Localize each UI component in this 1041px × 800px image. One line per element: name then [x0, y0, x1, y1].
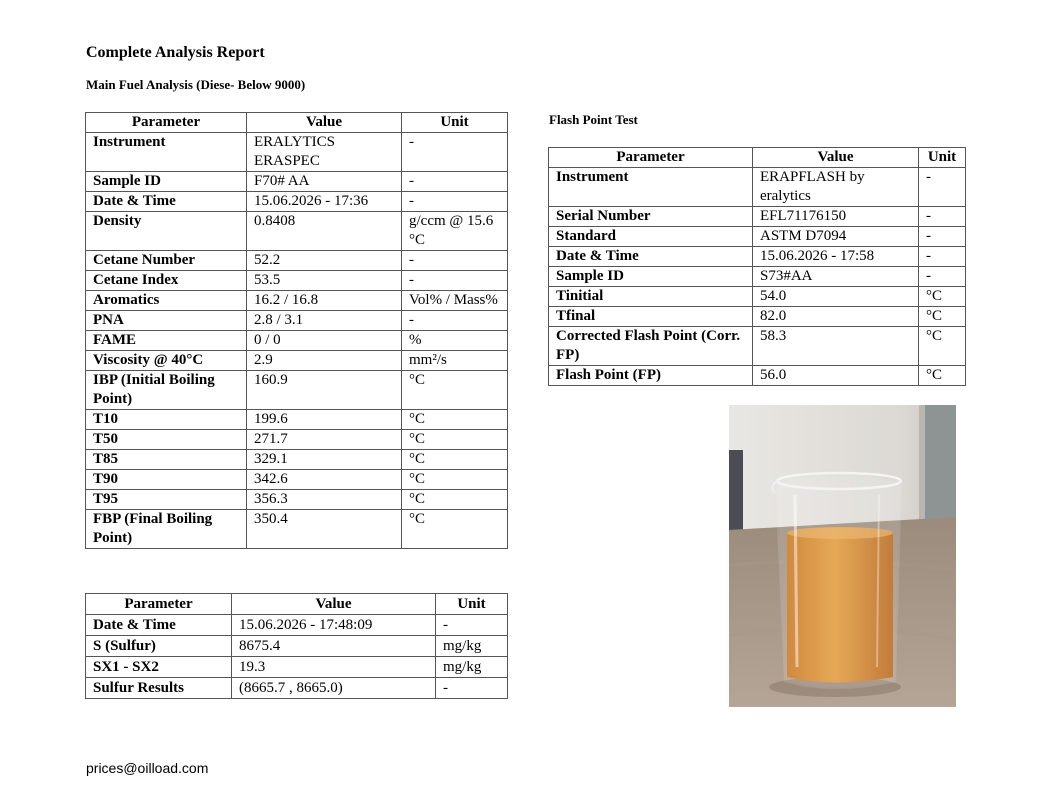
unit-cell: -: [402, 311, 508, 331]
unit-cell: -: [919, 247, 966, 267]
value-column-header: Value: [232, 594, 436, 615]
sulfur-table-header: [86, 594, 508, 615]
value-cell: ERAPFLASH by eralytics: [753, 168, 919, 207]
unit-cell: -: [402, 192, 508, 212]
unit-cell: mg/kg: [436, 657, 508, 678]
header-row: [86, 594, 508, 615]
value-cell: 2.9: [247, 351, 402, 371]
value-cell: S73#AA: [753, 267, 919, 287]
value-cell: F70# AA: [247, 172, 402, 192]
unit-column-header: Unit: [919, 148, 966, 168]
table-row: [86, 490, 508, 510]
unit-cell: -: [436, 678, 508, 699]
table-row: [86, 331, 508, 351]
parameter-cell: Flash Point (FP): [549, 366, 753, 386]
footer-email[interactable]: prices@oilload.com: [86, 760, 209, 776]
parameter-column-header: Parameter: [86, 594, 232, 615]
table-row: [86, 657, 508, 678]
unit-cell: °C: [402, 371, 508, 410]
parameter-cell: T90: [86, 470, 247, 490]
table-row: [86, 615, 508, 636]
table-row: [549, 227, 966, 247]
parameter-cell: Serial Number: [549, 207, 753, 227]
parameter-cell: Date & Time: [86, 615, 232, 636]
value-cell: 329.1: [247, 450, 402, 470]
fuel-sample-beaker-photo: [729, 405, 956, 707]
parameter-cell: Instrument: [549, 168, 753, 207]
value-cell: 16.2 / 16.8: [247, 291, 402, 311]
parameter-cell: PNA: [86, 311, 247, 331]
parameter-cell: Date & Time: [549, 247, 753, 267]
table-row: [86, 450, 508, 470]
parameter-cell: Viscosity @ 40°C: [86, 351, 247, 371]
value-cell: 0 / 0: [247, 331, 402, 351]
main-fuel-table-body: [86, 133, 508, 549]
unit-column-header: Unit: [436, 594, 508, 615]
flash-point-table: [548, 147, 966, 386]
value-cell: 53.5: [247, 271, 402, 291]
table-row: [86, 271, 508, 291]
table-row: [86, 470, 508, 490]
value-cell: 15.06.2026 - 17:48:09: [232, 615, 436, 636]
parameter-cell: FBP (Final Boiling Point): [86, 510, 247, 549]
parameter-cell: Date & Time: [86, 192, 247, 212]
parameter-cell: Density: [86, 212, 247, 251]
table-row: [86, 133, 508, 172]
value-cell: 271.7: [247, 430, 402, 450]
table-row: [86, 371, 508, 410]
parameter-column-header: Parameter: [549, 148, 753, 168]
value-column-header: Value: [247, 113, 402, 133]
unit-cell: -: [402, 133, 508, 172]
table-row: [86, 430, 508, 450]
unit-cell: °C: [402, 410, 508, 430]
value-cell: 2.8 / 3.1: [247, 311, 402, 331]
unit-cell: °C: [402, 470, 508, 490]
table-row: [86, 172, 508, 192]
parameter-cell: Aromatics: [86, 291, 247, 311]
main-fuel-subtitle: Main Fuel Analysis (Diese- Below 9000): [86, 77, 306, 92]
header-row: [86, 113, 508, 133]
unit-cell: mm²/s: [402, 351, 508, 371]
unit-cell: -: [402, 271, 508, 291]
parameter-cell: Tfinal: [549, 307, 753, 327]
parameter-cell: Sample ID: [86, 172, 247, 192]
sulfur-table-body: [86, 615, 508, 699]
value-cell: 160.9: [247, 371, 402, 410]
unit-column-header: Unit: [402, 113, 508, 133]
parameter-cell: S (Sulfur): [86, 636, 232, 657]
table-row: [549, 168, 966, 207]
unit-cell: -: [402, 172, 508, 192]
value-cell: 356.3: [247, 490, 402, 510]
parameter-cell: T10: [86, 410, 247, 430]
table-row: [549, 207, 966, 227]
unit-cell: °C: [402, 510, 508, 549]
table-row: [549, 307, 966, 327]
value-cell: 58.3: [753, 327, 919, 366]
parameter-cell: Sample ID: [549, 267, 753, 287]
table-row: [549, 247, 966, 267]
unit-cell: °C: [919, 327, 966, 366]
value-cell: 82.0: [753, 307, 919, 327]
unit-cell: g/ccm @ 15.6 °C: [402, 212, 508, 251]
table-row: [86, 351, 508, 371]
parameter-cell: Cetane Index: [86, 271, 247, 291]
parameter-cell: T50: [86, 430, 247, 450]
unit-cell: °C: [402, 490, 508, 510]
table-row: [86, 212, 508, 251]
unit-cell: -: [919, 207, 966, 227]
unit-cell: %: [402, 331, 508, 351]
unit-cell: °C: [919, 366, 966, 386]
beaker-photo-svg: [729, 405, 956, 707]
unit-cell: -: [919, 168, 966, 207]
parameter-cell: Standard: [549, 227, 753, 247]
table-row: [86, 311, 508, 331]
value-cell: ASTM D7094: [753, 227, 919, 247]
parameter-cell: FAME: [86, 331, 247, 351]
unit-cell: -: [919, 227, 966, 247]
table-row: [86, 192, 508, 212]
unit-cell: -: [436, 615, 508, 636]
table-row: [86, 251, 508, 271]
unit-cell: °C: [919, 287, 966, 307]
unit-cell: -: [919, 267, 966, 287]
flash-point-table-body: [549, 168, 966, 386]
flash-point-table-header: [549, 148, 966, 168]
parameter-cell: Tinitial: [549, 287, 753, 307]
table-row: [549, 327, 966, 366]
value-cell: 52.2: [247, 251, 402, 271]
value-cell: 199.6: [247, 410, 402, 430]
parameter-cell: Cetane Number: [86, 251, 247, 271]
header-row: [549, 148, 966, 168]
table-row: [549, 366, 966, 386]
value-cell: 0.8408: [247, 212, 402, 251]
main-fuel-table: [85, 112, 508, 549]
parameter-cell: T95: [86, 490, 247, 510]
table-row: [549, 267, 966, 287]
value-cell: 15.06.2026 - 17:58: [753, 247, 919, 267]
table-row: [86, 291, 508, 311]
value-column-header: Value: [753, 148, 919, 168]
parameter-cell: IBP (Initial Boiling Point): [86, 371, 247, 410]
unit-cell: mg/kg: [436, 636, 508, 657]
parameter-cell: Sulfur Results: [86, 678, 232, 699]
parameter-cell: T85: [86, 450, 247, 470]
table-row: [549, 287, 966, 307]
sulfur-table: [85, 593, 508, 699]
parameter-column-header: Parameter: [86, 113, 247, 133]
unit-cell: -: [402, 251, 508, 271]
parameter-cell: Instrument: [86, 133, 247, 172]
unit-cell: °C: [919, 307, 966, 327]
value-cell: (8665.7 , 8665.0): [232, 678, 436, 699]
parameter-cell: SX1 - SX2: [86, 657, 232, 678]
value-cell: 54.0: [753, 287, 919, 307]
parameter-cell: Corrected Flash Point (Corr. FP): [549, 327, 753, 366]
value-cell: 342.6: [247, 470, 402, 490]
unit-cell: °C: [402, 450, 508, 470]
table-row: [86, 410, 508, 430]
value-cell: EFL71176150: [753, 207, 919, 227]
value-cell: 350.4: [247, 510, 402, 549]
value-cell: 15.06.2026 - 17:36: [247, 192, 402, 212]
unit-cell: Vol% / Mass%: [402, 291, 508, 311]
table-row: [86, 636, 508, 657]
value-cell: ERALYTICS ERASPEC: [247, 133, 402, 172]
unit-cell: °C: [402, 430, 508, 450]
report-title: Complete Analysis Report: [86, 44, 265, 61]
value-cell: 19.3: [232, 657, 436, 678]
table-row: [86, 510, 508, 549]
flash-point-title: Flash Point Test: [549, 112, 638, 127]
table-row: [86, 678, 508, 699]
value-cell: 56.0: [753, 366, 919, 386]
main-fuel-table-header: [86, 113, 508, 133]
value-cell: 8675.4: [232, 636, 436, 657]
